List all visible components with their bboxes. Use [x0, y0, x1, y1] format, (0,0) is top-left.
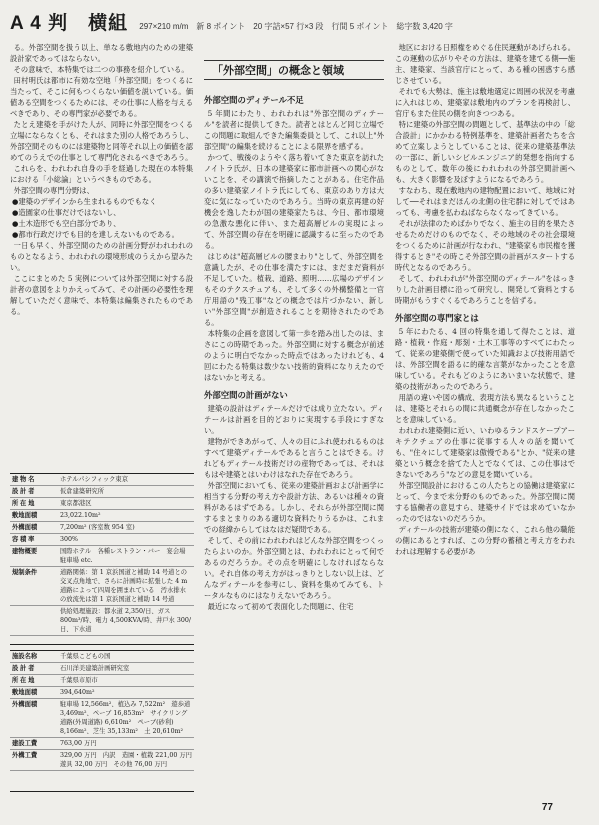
paragraph: それでも大勢は、施主は敷地選定に周囲の状況を考慮に入れはじめ、建築家は敷地内のプランを再検討し、官庁もまた住民の側を向きつつある。: [395, 87, 575, 118]
table-row: [10, 498, 194, 510]
paragraph: 5 年にわたる、4 回の特集を通して得たことは、道路・植栽・作庭・彫刻・土木工事等のすべてにわたって、従来の建築側で使っていた知識および技術用語では、外部空間を語るに的確な言葉がなかったことを意味している。それもどのようにあいまいな状態で、建築の技術があったのであろう。: [395, 327, 575, 391]
spec-value: 23,022.10m²: [58, 510, 194, 522]
spec-key: 建設工費: [10, 738, 58, 750]
spec-value: 東京都港区: [58, 498, 194, 510]
spec-key: 建物概要: [10, 546, 58, 567]
spec-value: 国際ホテル 各種レストラン・バー 宴会場 駐車場 etc.: [58, 546, 194, 567]
spec-key: [10, 606, 58, 636]
spec-value: 道路関係：第 1 京浜国道と補助 14 号道との交叉点角地で、さらに計画時に拡張した 4 m 道路によって四周を囲まれている 汚水排水の放流先は第 1 京浜国道と補助 14 号道: [58, 567, 194, 606]
paragraph: われわれ建築側に近い、いわゆるランドスケープアーキテクチュアの仕事に従事する人々の話を聞いても、"住々にして建築家は傲慢である"とか、"従来の建築という概念を捨てた人とでなくては、この仕事はできないであろう"などの意見を聞いている。: [395, 426, 575, 479]
column-3: [395, 42, 575, 802]
spec-value: 石川洋美建築計画研究室: [58, 663, 194, 675]
table-row: [10, 663, 194, 675]
paragraph: 特に建築の外部空間の問題として、基準法の中の「総合設計」にかかわる特例基準を、建築計画者たちを含めて立案しようとしていることは、従来の建築基準法の一部に、新しいシビルエンジニア的発想を指向するものとして、数年の後にわれわれの外部空間計画へも、大きく影響を及ぼすようになるであろう。: [395, 120, 575, 184]
paragraph: ●建築のデザインから生まれるものでもなく: [12, 197, 157, 206]
page-header: [10, 8, 453, 38]
paragraph: ●土木造形でも空白部分であり、: [12, 219, 121, 228]
paragraph: 最近になって初めて表面化した問題に、住宅: [207, 602, 354, 611]
paragraph: 田村明氏は都市に有効な空地「外部空間」をつくるに当たって、そこに何もつくらない価値を説いている。価値ある空間をつくるためには、その仕事に人格を与えるべきであり、その専門家が必要である。: [10, 76, 193, 118]
paragraph: 建築の設計はディテールだけでは成り立たない。ディテールは計画を目的どおりに実現する手段にすぎない。: [204, 404, 384, 435]
section-heading: 外部空間のディテール不足: [204, 95, 304, 105]
spec-value: 千葉県市原市: [58, 675, 194, 687]
paragraph: その意味で、本特集では二つの事務を紹介している。: [13, 65, 189, 74]
spec-table: [10, 474, 194, 636]
format-spec: 297×210 m/m 新 8 ポイント 20 字詰×57 行×3 段 行間 5 ポイント 総字数 3,420 字: [139, 22, 453, 31]
table-row: [10, 474, 194, 486]
page-number: 77: [541, 802, 553, 813]
paragraph: そして、われわれが"外部空間のディテール"をはっきりした計画目標に沿って研究し、開発して資料とする時期がもうすぐくるであろうことを信ずる。: [395, 274, 575, 305]
spec-table-park: [10, 650, 199, 792]
spec-key: 所 在 地: [10, 498, 58, 510]
paragraph: かつて、戦後のようやく落ち着いてきた東京を訪れたノイトラ氏が、日本の建築家に都市計画への関心がないことを、その講演で指摘したことがある。住宅作品の多い建築家ノイトラ氏にしても、東京のあり方は大変に気になっていたのであろう。当時の東京再建の好機会を逸したわが国の建築家たちは、今日、都市環境の急激な悪化に伴い、また超高層ビルの実現によって、外部空間の存在を明確に認識するに至ったのである。: [204, 153, 384, 250]
spec-key: 敷地面積: [10, 510, 58, 522]
spec-value: 供給処理施設：都水道 2,350/日、ガス 800m³/時、電力 4,500KVA/時、井戸水 300/日、下水道: [58, 606, 194, 636]
format-title: A 4 判 横組: [10, 13, 129, 34]
table-row: [10, 606, 194, 636]
spec-key: 容 積 率: [10, 534, 58, 546]
spec-key: 設 計 者: [10, 486, 58, 498]
article-title: 「外部空間」の概念と領域: [204, 60, 384, 80]
spec-value: 7,200m² (客室数 954 室): [58, 522, 194, 534]
paragraph: 一日も早く、外部空間のための計画分野がわれわれのものとなるよう、われわれの環境形成のうえから望みたい。: [10, 241, 193, 272]
paragraph: 地区における日照権をめぐる住民運動があげられる。この運動の広がりやその方法は、建築を建てる側──施主、建築家、当該官庁にとって、ある種の困惑すら感じさせている。: [395, 43, 575, 85]
spec-key: 規制条件: [10, 567, 58, 606]
paragraph: 外部空間においても、従来の建築計画および計画学に相当する分野の考え方や設計方法、あるいは種々の資料があるはずである。しかし、それらが外部空間に関するまとまりのある適切な資料たりうるかは、これまでの経緯からしてはなはだ疑問である。: [204, 481, 384, 534]
paragraph: これらを、われわれ自身の手を経過した現在の本特集における「小総論」というべきものである。: [10, 164, 193, 184]
spec-value: 329,00 万円 内訳 造園・植栽 221,00 万円 遊具 32,00 万円 その他 76,00 万円: [58, 750, 194, 771]
spec-key: 所 在 地: [10, 675, 58, 687]
spec-value: 763,00 万円: [58, 738, 194, 750]
spec-key: 外構面積: [10, 522, 58, 534]
paragraph: 5 年間にわたり、われわれは"外部空間のディテール"を読者に提供してきた。読者とはとんど同じ立場でこの問題に取組んできた編集委員として、これ以上"外部空間"の編集を続けることによる限界を感ずる。: [204, 109, 384, 151]
paragraph: ディテールの技術が建築の側になく、これら他の職能の側にあるとすれば、この分野の蓄積と考え方をわれわれは理解する必要があ: [395, 525, 575, 556]
spec-key: 建 物 名: [10, 474, 58, 486]
table-row: [10, 546, 194, 567]
table-row: [10, 567, 194, 606]
table-row: [10, 486, 194, 498]
spec-value: 300%: [58, 534, 194, 546]
paragraph: ここにまとめた 5 実例については外部空間に対する設計者の意図をよりかえってみて、その計画の必要性を理解していただく意味で、本特集は編集されたものである。: [10, 274, 193, 316]
spec-key: 設 計 者: [10, 663, 58, 675]
spec-table-hotel: [10, 473, 194, 645]
spec-value: 千葉県こどもの国: [58, 651, 194, 663]
table-row: [10, 522, 194, 534]
spec-key: 外構工費: [10, 750, 58, 771]
paragraph: ●造園家の仕事だけではないし、: [12, 208, 121, 217]
paragraph: それが法律のためばかりでなく、施主の目的を果たさせるためだけのものでなく、その地域のその社会環境をつくるために計画が行なわれ、"建築家も市民権を獲得するとき"その時こそ外部空間の計画がスタートする時代となるのであろう。: [395, 219, 575, 272]
paragraph: はじめは"超高層ビルの腰まわり"として、外部空間を意識したが、その仕事を満たすには、まだまだ資料が不足していた。植栽、道路、照明……広場のデザインもそのテクスチュアも、そして多くの外構整備と一官庁用語の"残工事"などの概念では片づかない、新しい"外部空間"が創造されることを期待されたのである。: [204, 252, 384, 327]
table-row: [10, 534, 194, 546]
table-row: [10, 738, 194, 750]
spec-value: 仮倉建築研究所: [58, 486, 194, 498]
spec-value: 394,640m²: [58, 687, 194, 699]
spec-key: 外構面積: [10, 699, 58, 738]
paragraph: 用語の違いや図の構成、表現方法も異なるということは、建築とそれらの間に共通概念が存在しなかったことを意味している。: [395, 393, 575, 424]
paragraph: そして、その前にわれわれはどんな外部空間をつくったらよいのか。外部空間とは、われわれにとって何であるのだろうか。その点を明確にしなければならない。それ自体の考え方がはっきりとしない以上は、どんなディテールを参考にし、資料を集めてみても、トータルなものにはなりえないであろう。: [204, 536, 384, 600]
column-2: [204, 88, 384, 803]
paragraph: 建物ができあがって、人々の目にふれ使われるものはすべて建築ディテールであると言うことはできる。けれどもディテール技術だけの産物であっては、それはもはや建築とはいわけはなれた存在であろう。: [204, 437, 384, 479]
section-heading: 外部空間の専門家とは: [395, 313, 479, 323]
paragraph: ●都市行政だけでも目的を達しえないものである。: [12, 230, 179, 239]
paragraph: 外部空間の専門分野は、: [13, 186, 94, 195]
table-row: [10, 699, 194, 738]
paragraph: 外部空間設計におけるこの人たちとの協働は建築家にとって、今まで未分野のものであった。外部空間に関する協働者の意見すら、建築サイドでは求めていなかったのではないのだろうか。: [395, 481, 575, 523]
paragraph: すなわち、現在敷地内の建物配置において、地域に対して──それはまだほんの北側の住宅群に対してではあっても、考慮を払わねばならなくなってきている。: [395, 186, 575, 217]
spec-key: 施設名称: [10, 651, 58, 663]
paragraph: たとえ建築を手がけた人が、同時に外部空間をつくる立場にならなくとも、それはまた別の人格であろうし、外部空間そのものには建築物と同等それ以上の価値を認めてのうえでの仕事として専門化されるべきであろう。: [10, 120, 193, 162]
table-row: [10, 510, 194, 522]
table-row: [10, 687, 194, 699]
spec-value: ホテルパシフィック東京: [58, 474, 194, 486]
table-row: [10, 651, 194, 663]
section-heading: 外部空間の計画がない: [204, 390, 288, 400]
column-1: [10, 42, 193, 452]
spec-value: 駐車場 12,566m²、植込み 7,522m² 遊歩道 3,469m²、ペーブ 16,853m² サイクリング道路(外周道路) 6,610m² ペーブ(砂利) 8,166m²、芝生 35,133m² 土 20,610m²: [58, 699, 194, 738]
paragraph: る。外部空間を扱う以上、単なる敷地内のための建築設計家であってはならない。: [10, 43, 193, 63]
spec-key: 敷地面積: [10, 687, 58, 699]
spec-table: [10, 651, 199, 771]
table-row: [10, 750, 194, 771]
table-row: [10, 675, 194, 687]
paragraph: 本特集の企画を意図して第一歩を踏み出したのは、まさにこの時期であった。外部空間に対する概念が前述のように明白でなかった時点ではあったけれども、4 回にわたる特集は数少ない技術的資料になりえたのではないかと考える。: [204, 329, 384, 382]
